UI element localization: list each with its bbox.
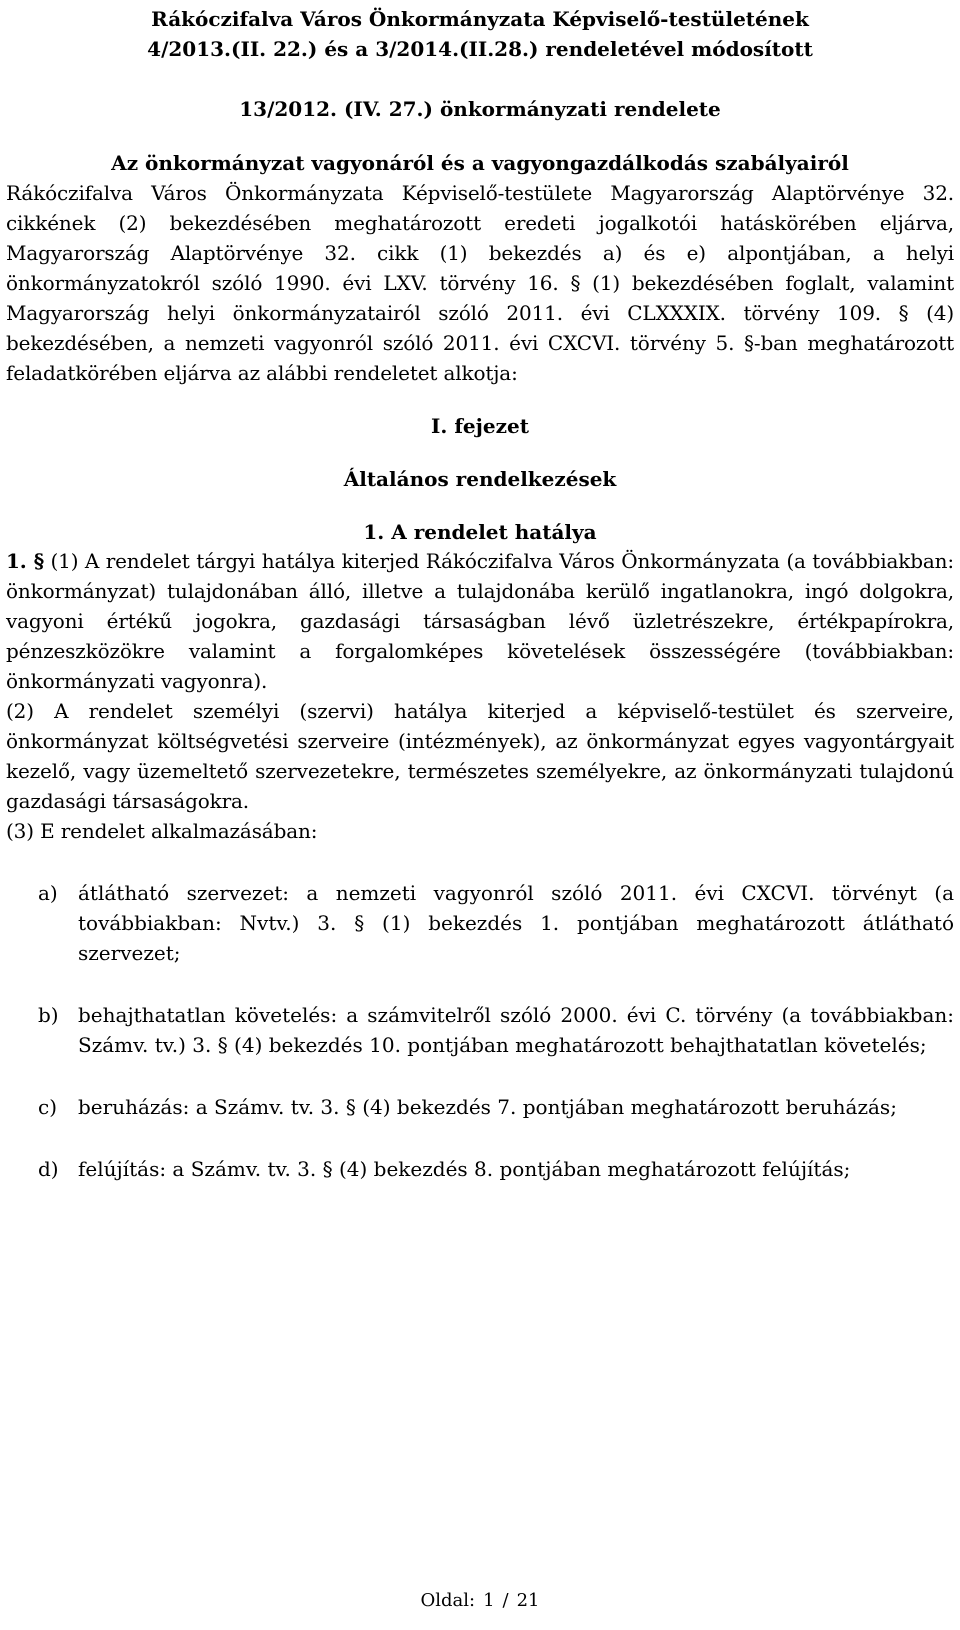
page-separator: /	[502, 1590, 509, 1611]
definition-text: felújítás: a Számv. tv. 3. § (4) bekezdés 8. pontjában meghatározott felújítás;	[78, 1157, 851, 1181]
total-pages: 21	[516, 1590, 540, 1611]
definition-label: b)	[38, 1003, 59, 1027]
definition-text: beruházás: a Számv. tv. 3. § (4) bekezdés 7. pontjában meghatározott beruházás;	[78, 1095, 897, 1119]
section-number: 1. §	[6, 549, 44, 573]
document-page	[6, 0, 954, 1630]
definition-label: a)	[38, 881, 58, 905]
definition-text: behajthatatlan követelés: a számvitelről szóló 2000. évi C. törvény (a továbbiakban: Számv. tv.) 3. § (4) bekezdés 10. pontjában meghatározott behajthatatlan követelés;	[78, 1003, 954, 1057]
document-title: Az önkormányzat vagyonáról és a vagyongazdálkodás szabályairól	[111, 151, 849, 175]
section-1-paragraph-1-text: (1) A rendelet tárgyi hatálya kiterjed Rákóczifalva Város Önkormányzata (a továbbiakban: önkormányzat) tulajdonában álló, illetve a tulajdonába kerülő ingatlanokra, ingó dolgokra, vagyoni értékű jogokra, gazdasági társaságban lévő üzletrészekre, értékpapírokra, pénzeszközökre valamint a forgalomképes követelések összességére (továbbiakban: önkormányzati vagyonra).	[6, 549, 954, 693]
section-title: 1. A rendelet hatálya	[363, 520, 597, 544]
definition-label: d)	[38, 1157, 59, 1181]
definition-item	[38, 1154, 954, 1184]
definition-item	[38, 878, 954, 968]
definition-text: átlátható szervezet: a nemzeti vagyonról szóló 2011. évi CXCVI. törvényt (a továbbiakban: Nvtv.) 3. § (1) bekezdés 1. pontjában meghatározott átlátható szervezet;	[78, 881, 954, 965]
header-line-1: Rákóczifalva Város Önkormányzata Képviselő-testületének	[151, 7, 809, 31]
header-line-3: 13/2012. (IV. 27.) önkormányzati rendelete	[239, 97, 721, 121]
definition-label: c)	[38, 1095, 58, 1119]
section-1-paragraph-3: (3) E rendelet alkalmazásában:	[6, 819, 318, 843]
chapter-number: I. fejezet	[431, 414, 529, 438]
chapter-title: Általános rendelkezések	[343, 467, 617, 491]
page-label: Oldal:	[420, 1590, 476, 1611]
header-line-2: 4/2013.(II. 22.) és a 3/2014.(II.28.) rendeletével módosított	[147, 37, 813, 61]
definition-item	[38, 1000, 954, 1060]
definition-item	[38, 1092, 954, 1122]
current-page: 1	[483, 1590, 495, 1611]
section-1-paragraph-1	[6, 546, 954, 696]
section-1-paragraph-2: (2) A rendelet személyi (szervi) hatálya kiterjed a képviselő-testület és szerveire, önkormányzat költségvetési szerveire (intézmények), az önkormányzat egyes vagyontárgyait kezelő, vagy üzemeltető szervezetekre, természetes személyekre, az önkormányzati tulajdonú gazdasági társaságokra.	[6, 699, 954, 813]
preamble-paragraph: Rákóczifalva Város Önkormányzata Képviselő-testülete Magyarország Alaptörvénye 32. cikkének (2) bekezdésében meghatározott eredeti jogalkotói hatáskörében eljárva, Magyarország Alaptörvénye 32. cikk (1) bekezdés a) és e) alpontjában, a helyi önkormányzatokról szóló 1990. évi LXV. törvény 16. § (1) bekezdésében foglalt, valamint Magyarország helyi önkormányzatairól szóló 2011. évi CLXXXIX. törvény 109. § (4) bekezdésében, a nemzeti vagyonról szóló 2011. évi CXCVI. törvény 5. §-ban meghatározott feladatkörében eljárva az alábbi rendeletet alkotja:	[6, 181, 954, 385]
page-footer	[6, 1589, 954, 1613]
